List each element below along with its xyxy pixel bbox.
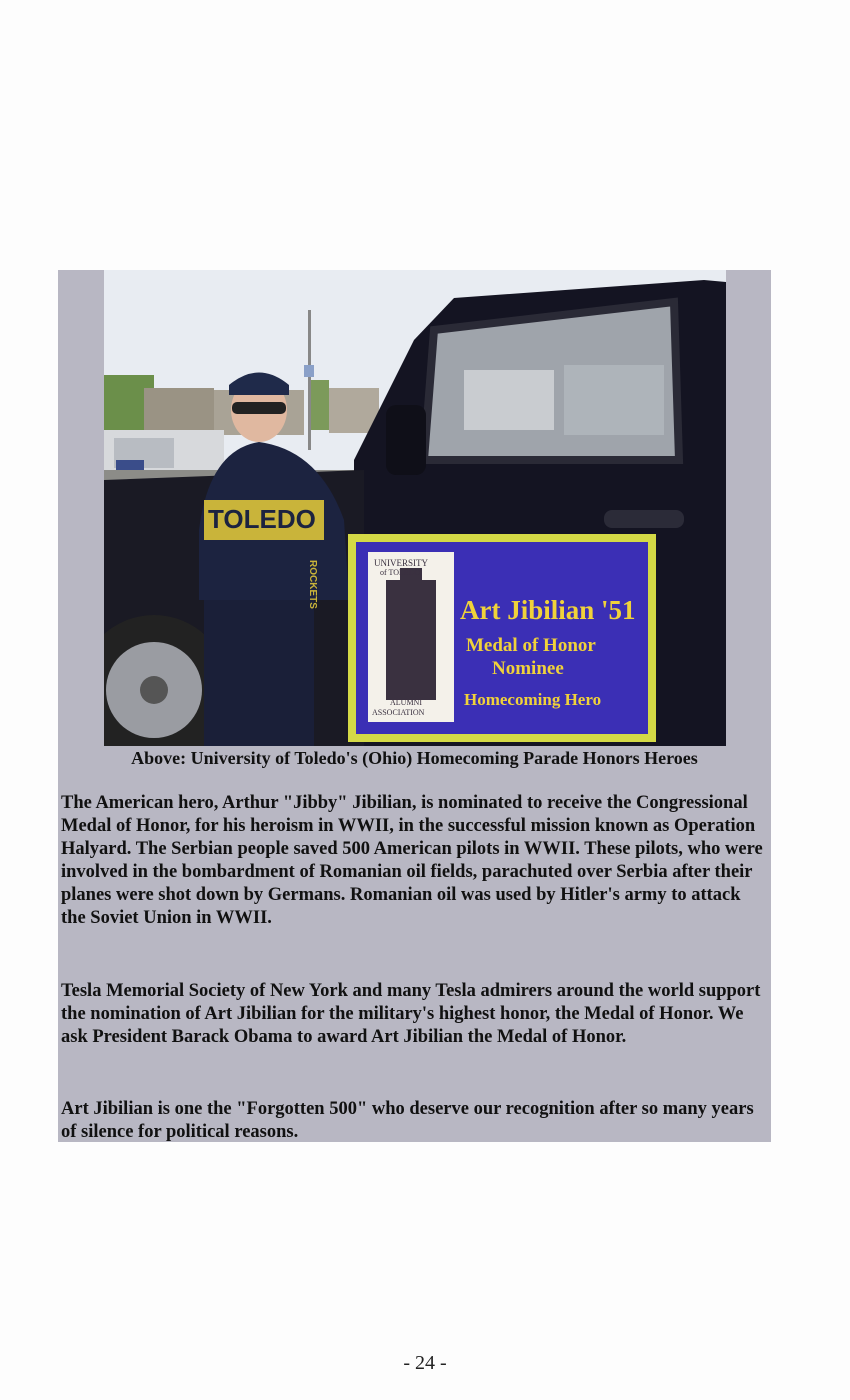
article-panel (58, 270, 771, 1142)
paragraph-forgotten-500: Art Jibilian is one the "Forgotten 500" who deserve our recognition after so many years of silence for political reasons. (61, 1099, 754, 1142)
homecoming-photo (104, 270, 726, 746)
photo-caption: Above: University of Toledo's (Ohio) Homecoming Parade Honors Heroes (131, 748, 698, 768)
sign-title: Art Jibilian '51 (460, 595, 636, 625)
sign-line-medal: Medal of Honor (466, 635, 596, 656)
sign-university-label: UNIVERSITY (374, 558, 428, 568)
sign-association-label: ALUMNI (390, 698, 422, 707)
paragraph-nomination: The American hero, Arthur "Jibby" Jibilian, is nominated to receive the Congressional Medal of Honor, for his heroism in WWII, in the successful mission known as Operation Halyard. The Serbian people saved 500 American pilots in WWII. These pilots, who were involved in the bombardment of Romanian oil fields, parachuted over Serbia after their planes were shot down by Germans. Romanian oil was used by Hitler's army to attack the Soviet Union in WWII. (61, 793, 763, 928)
sign-line-homecoming: Homecoming Hero (464, 690, 602, 709)
sweatshirt-text: TOLEDO (208, 504, 316, 534)
sign-association-sublabel: ASSOCIATION (372, 708, 425, 717)
sleeve-text: ROCKETS (307, 560, 318, 609)
photo-illustration (104, 270, 726, 746)
sign-line-nominee: Nominee (492, 658, 564, 679)
paragraph-support: Tesla Memorial Society of New York and many Tesla admirers around the world support the nomination of Art Jibilian for the military's highest honor, the Medal of Honor. We ask President Barack Obama to award Art Jibilian the Medal of Honor. (61, 981, 761, 1047)
page-number: - 24 - (403, 1352, 447, 1374)
sign-university-sublabel: of TOLEDO (380, 568, 421, 577)
